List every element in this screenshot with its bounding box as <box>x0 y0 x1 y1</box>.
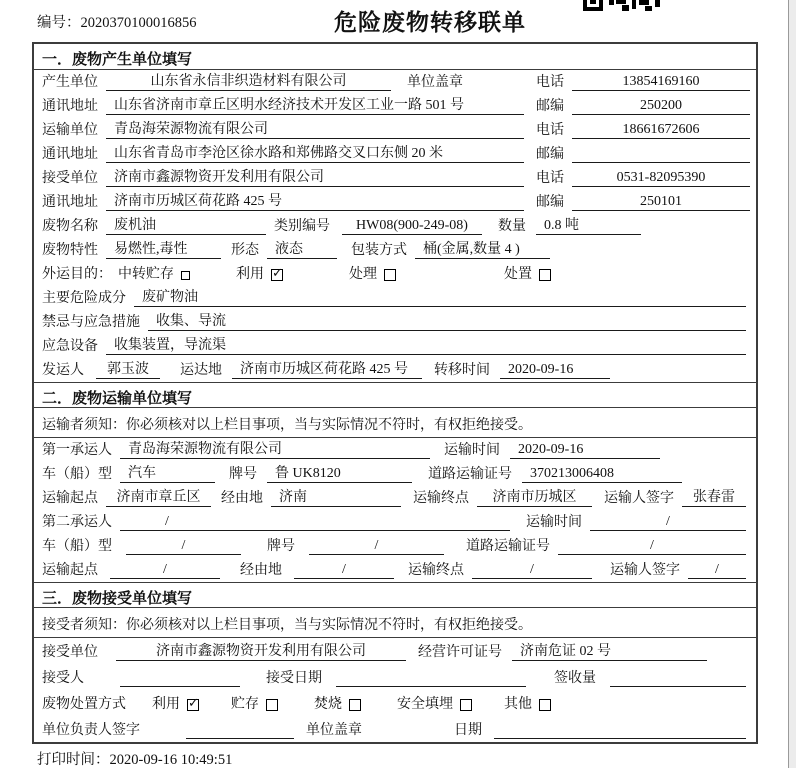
field-value: 18661672606 <box>572 121 750 139</box>
row-first-carrier <box>34 438 756 462</box>
field-value <box>610 669 746 687</box>
field-value: 山东省济南市章丘区明水经济技术开发区工业一路 501 号 <box>106 97 524 115</box>
field-label: 运输人签字 <box>610 563 680 578</box>
field-label: 接受单位 <box>42 171 98 186</box>
row-vehicle-type-2 <box>34 534 756 558</box>
field-label: 运输终点 <box>413 491 469 506</box>
field-label: 运达地 <box>180 363 222 378</box>
section2-notice: 运输者须知：你必须核对以上栏目事项，当与实际情况不符时，有权拒绝接受。 <box>34 408 756 438</box>
field-value: 250101 <box>572 193 750 211</box>
row-accept-unit <box>34 638 756 664</box>
row-vehicle-type-1 <box>34 462 756 486</box>
field-label: 第一承运人 <box>42 443 112 458</box>
row-route-2 <box>34 558 756 582</box>
field-value: HW08(900-249-08) <box>342 217 482 235</box>
field-value <box>186 721 294 739</box>
field-label: 发运人 <box>42 363 84 378</box>
field-label: 邮编 <box>536 99 564 114</box>
row-second-carrier <box>34 510 756 534</box>
row-receiver-unit <box>34 166 756 190</box>
field-label: 单位盖章 <box>306 723 362 738</box>
field-value <box>572 145 750 163</box>
field-label: 运输人签字 <box>604 491 674 506</box>
field-value: 0.8 吨 <box>536 217 641 235</box>
page-title: 危险废物转移联单 <box>334 9 526 35</box>
row-shipper <box>34 358 756 382</box>
field-label: 运输起点 <box>42 563 98 578</box>
checkbox-utilize-2 <box>187 699 199 711</box>
field-value: / <box>590 513 746 531</box>
field-value: 收集、导流 <box>148 313 746 331</box>
field-value <box>120 669 240 687</box>
print-time-label: 打印时间： <box>37 752 110 768</box>
field-label: 废物名称 <box>42 219 98 234</box>
field-value: 370213006408 <box>522 465 682 483</box>
field-label: 运输起点 <box>42 491 98 506</box>
field-value: 13854169160 <box>572 73 750 91</box>
field-label: 第二承运人 <box>42 515 112 530</box>
checkbox-treat <box>384 269 396 281</box>
print-time <box>37 748 232 768</box>
field-label: 牌号 <box>229 467 257 482</box>
field-label: 经由地 <box>240 563 282 578</box>
row-emergency-measures <box>34 310 756 334</box>
option-label: 中转贮存 <box>118 267 174 282</box>
checkbox-incinerate <box>349 699 361 711</box>
field-label: 通讯地址 <box>42 99 98 114</box>
field-label: 转移时间 <box>434 363 490 378</box>
field-value: / <box>110 561 220 579</box>
field-value: / <box>309 537 444 555</box>
field-value: 山东省永信非织造材料有限公司 <box>106 73 391 91</box>
field-label: 道路运输证号 <box>466 539 550 554</box>
row-transport-unit <box>34 118 756 142</box>
checkbox-transit-storage <box>181 271 190 280</box>
field-label: 主要危险成分 <box>42 291 126 306</box>
field-label: 车（船）型 <box>42 467 112 482</box>
option-label: 贮存 <box>231 697 259 712</box>
field-value: 青岛海荣源物流有限公司 <box>106 121 524 139</box>
field-label: 单位负责人签字 <box>42 723 140 738</box>
field-label: 产生单位 <box>42 75 98 90</box>
field-value: 济南市历城区荷花路 425 号 <box>106 193 524 211</box>
field-value: / <box>558 537 746 555</box>
scrollbar[interactable] <box>788 0 796 768</box>
field-value: / <box>126 537 241 555</box>
field-value: 济南市鑫源物资开发利用有限公司 <box>116 643 406 661</box>
option-label: 处置 <box>504 267 532 282</box>
field-label: 邮编 <box>536 147 564 162</box>
manifest-form <box>32 42 758 744</box>
field-value: 桶(金属,数量 4 ) <box>415 241 550 259</box>
field-value: 郭玉波 <box>96 361 160 379</box>
field-label: 运输时间 <box>526 515 582 530</box>
field-label: 单位盖章 <box>407 75 463 90</box>
checkbox-store <box>266 699 278 711</box>
field-label: 应急设备 <box>42 339 98 354</box>
field-label: 接受单位 <box>42 645 98 660</box>
field-label: 电话 <box>536 123 564 138</box>
row-transport-address <box>34 142 756 166</box>
field-value: 济南市章丘区 <box>106 489 211 507</box>
field-value: 张春雷 <box>682 489 746 507</box>
field-value: 汽车 <box>120 465 215 483</box>
field-value: 易燃性,毒性 <box>106 241 221 259</box>
field-value: 济南市鑫源物资开发利用有限公司 <box>106 169 524 187</box>
option-label: 焚烧 <box>314 697 342 712</box>
option-label: 处理 <box>349 267 377 282</box>
checkbox-other <box>539 699 551 711</box>
field-value <box>336 669 526 687</box>
row-hazard-component <box>34 286 756 310</box>
field-value: 济南危证 02 号 <box>512 643 707 661</box>
print-time-value: 2020-09-16 10:49:51 <box>109 752 233 768</box>
row-producer-address <box>34 94 756 118</box>
field-label: 经由地 <box>221 491 263 506</box>
field-label: 通讯地址 <box>42 147 98 162</box>
section1-header: 一．废物产生单位填写 <box>34 44 756 70</box>
field-label: 牌号 <box>267 539 295 554</box>
field-value: / <box>472 561 592 579</box>
field-label: 运输单位 <box>42 123 98 138</box>
field-label: 运输终点 <box>408 563 464 578</box>
row-waste-name <box>34 214 756 238</box>
field-label: 废物特性 <box>42 243 98 258</box>
field-value: 2020-09-16 <box>500 361 610 379</box>
doc-number-value: 2020370100016856 <box>80 15 197 31</box>
row-emergency-equipment <box>34 334 756 358</box>
field-value: 山东省青岛市李沧区徐水路和郑佛路交叉口东侧 20 米 <box>106 145 524 163</box>
field-label: 电话 <box>536 171 564 186</box>
doc-number-label: 编号： <box>37 15 81 31</box>
row-responsible-signature <box>34 716 756 742</box>
field-label: 接受人 <box>42 671 84 686</box>
field-value: / <box>688 561 746 579</box>
field-value: 2020-09-16 <box>510 441 660 459</box>
field-value: 废矿物油 <box>134 289 746 307</box>
field-value: / <box>120 513 510 531</box>
field-label: 邮编 <box>536 195 564 210</box>
checkbox-dispose <box>539 269 551 281</box>
field-label: 车（船）型 <box>42 539 112 554</box>
field-value: 250200 <box>572 97 750 115</box>
field-value: 济南市历城区 <box>477 489 592 507</box>
row-producer-unit <box>34 70 756 94</box>
field-value <box>494 721 746 739</box>
field-value: 济南市历城区荷花路 425 号 <box>232 361 422 379</box>
section3-notice: 接受者须知：你必须核对以上栏目事项，当与实际情况不符时，有权拒绝接受。 <box>34 608 756 638</box>
field-label: 日期 <box>454 723 482 738</box>
field-value: 青岛海荣源物流有限公司 <box>120 441 430 459</box>
option-label: 利用 <box>236 267 264 282</box>
option-label: 其他 <box>504 697 532 712</box>
row-route-1 <box>34 486 756 510</box>
row-waste-property <box>34 238 756 262</box>
field-value: 0531-82095390 <box>572 169 750 187</box>
field-label: 通讯地址 <box>42 195 98 210</box>
option-label: 安全填埋 <box>397 697 453 712</box>
row-disposal-method <box>34 690 756 716</box>
field-value: / <box>294 561 394 579</box>
field-label: 接受日期 <box>266 671 322 686</box>
field-label: 废物处置方式 <box>42 697 126 712</box>
field-label: 签收量 <box>554 671 596 686</box>
field-label: 经营许可证号 <box>418 645 502 660</box>
checkbox-utilize <box>271 269 283 281</box>
section3-header: 三．废物接受单位填写 <box>34 582 756 608</box>
qr-code-icon <box>583 0 661 11</box>
field-label: 外运目的： <box>42 267 112 282</box>
field-value: 济南 <box>271 489 401 507</box>
field-value: 废机油 <box>106 217 266 235</box>
row-accept-person <box>34 664 756 690</box>
field-label: 类别编号 <box>274 219 330 234</box>
field-label: 禁忌与应急措施 <box>42 315 140 330</box>
field-label: 包装方式 <box>351 243 407 258</box>
doc-number <box>37 11 197 32</box>
field-label: 电话 <box>536 75 564 90</box>
checkbox-landfill <box>460 699 472 711</box>
field-value: 收集装置，导流渠 <box>106 337 746 355</box>
field-label: 运输时间 <box>444 443 500 458</box>
option-label: 利用 <box>152 697 180 712</box>
field-value: 鲁 UK8120 <box>267 465 412 483</box>
field-label: 数量 <box>498 219 526 234</box>
field-label: 形态 <box>231 243 259 258</box>
row-receiver-address <box>34 190 756 214</box>
field-value: 液态 <box>267 241 337 259</box>
field-label: 道路运输证号 <box>428 467 512 482</box>
section2-header: 二．废物运输单位填写 <box>34 382 756 408</box>
row-transfer-purpose <box>34 262 756 286</box>
